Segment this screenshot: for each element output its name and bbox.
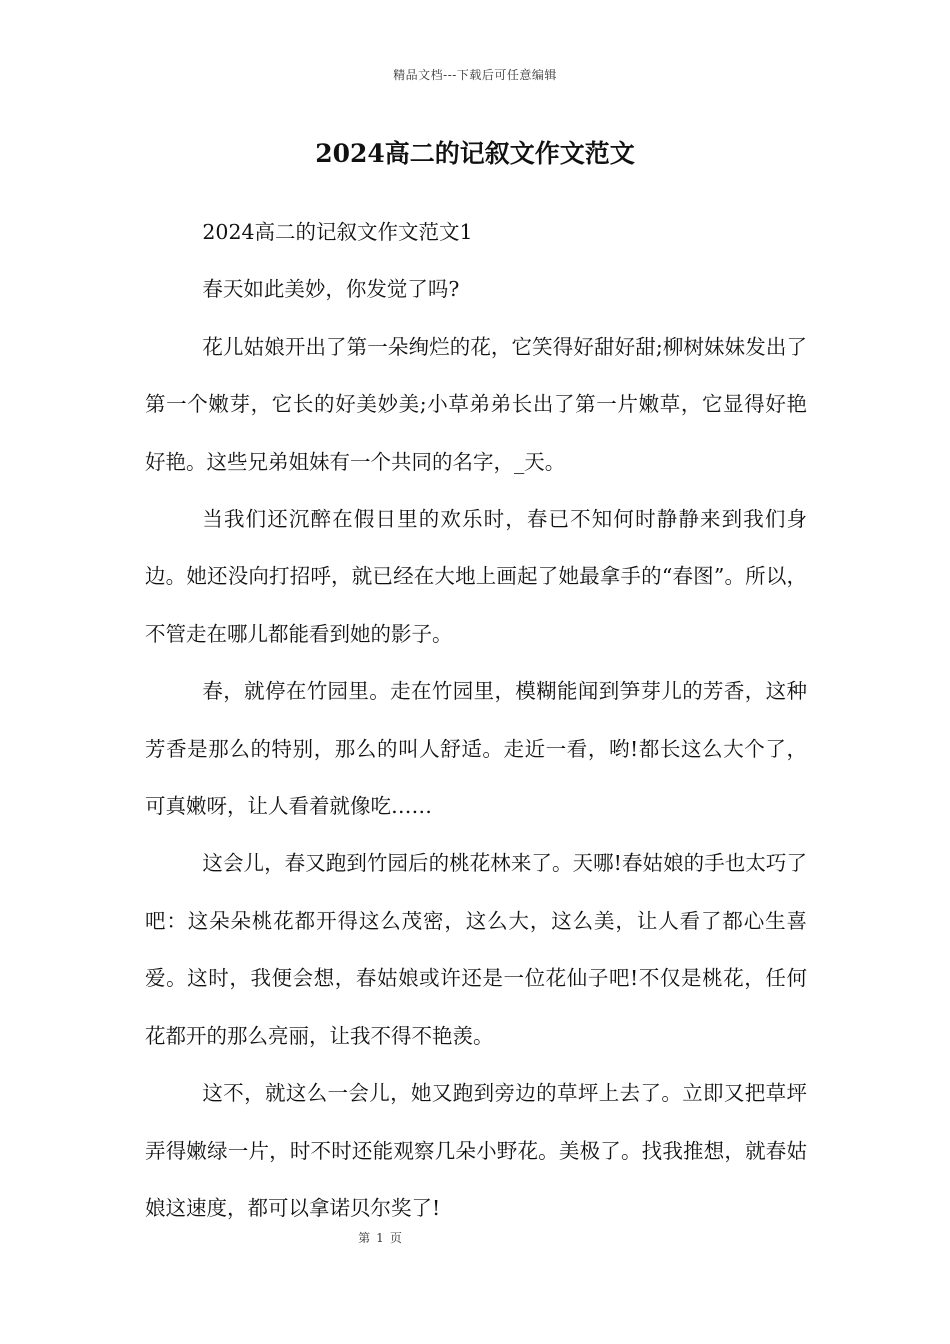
paragraph: 春，就停在竹园里。走在竹园里，模糊能闻到笋芽儿的芳香，这种芳香是那么的特别，那么的叫人舒适。走近一看，哟!都长这么大个了，可真嫩呀，让人看着就像吃…… (145, 679, 807, 819)
paragraph: 花儿姑娘开出了第一朵绚烂的花，它笑得好甜好甜;柳树妹妹发出了第一个嫩芽，它长的好美妙美;小草弟弟长出了第一片嫩草，它显得好艳好艳。这些兄弟姐妹有一个共同的名字，_天。 (145, 334, 807, 474)
page-title: 2024高二的记叙文作文范文 (315, 139, 635, 168)
header-note: 精品文档---下载后可任意编辑 (393, 68, 557, 82)
document-body (145, 204, 807, 1237)
page-number-footer (0, 1229, 760, 1246)
paragraph: 这不，就这么一会儿，她又跑到旁边的草坪上去了。立即又把草坪弄得嫩绿一片，时不时还能观察几朵小野花。美极了。找我推想，就春姑娘这速度，都可以拿诺贝尔奖了! (145, 1081, 807, 1220)
paragraph-subtitle: 2024高二的记叙文作文范文1 (202, 220, 473, 244)
paragraph: 春天如此美妙，你发觉了吗? (202, 277, 460, 302)
page-suffix: 页 (389, 1231, 402, 1245)
paragraph: 这会儿，春又跑到竹园后的桃花林来了。天哪!春姑娘的手也太巧了吧：这朵朵桃花都开得这么茂密，这么大，这么美，让人看了都心生喜爱。这时，我便会想，春姑娘或许还是一位花仙子吧!不仅是桃花，任何花都开的那么亮丽，让我不得不艳羡。 (145, 851, 807, 1048)
page-number: 1 (376, 1231, 384, 1245)
paragraph: 当我们还沉醉在假日里的欢乐时，春已不知何时静静来到我们身边。她还没向打招呼，就已经在大地上画起了她最拿手的“春图”。所以，不管走在哪儿都能看到她的影子。 (145, 507, 807, 646)
page-prefix: 第 (358, 1231, 371, 1245)
